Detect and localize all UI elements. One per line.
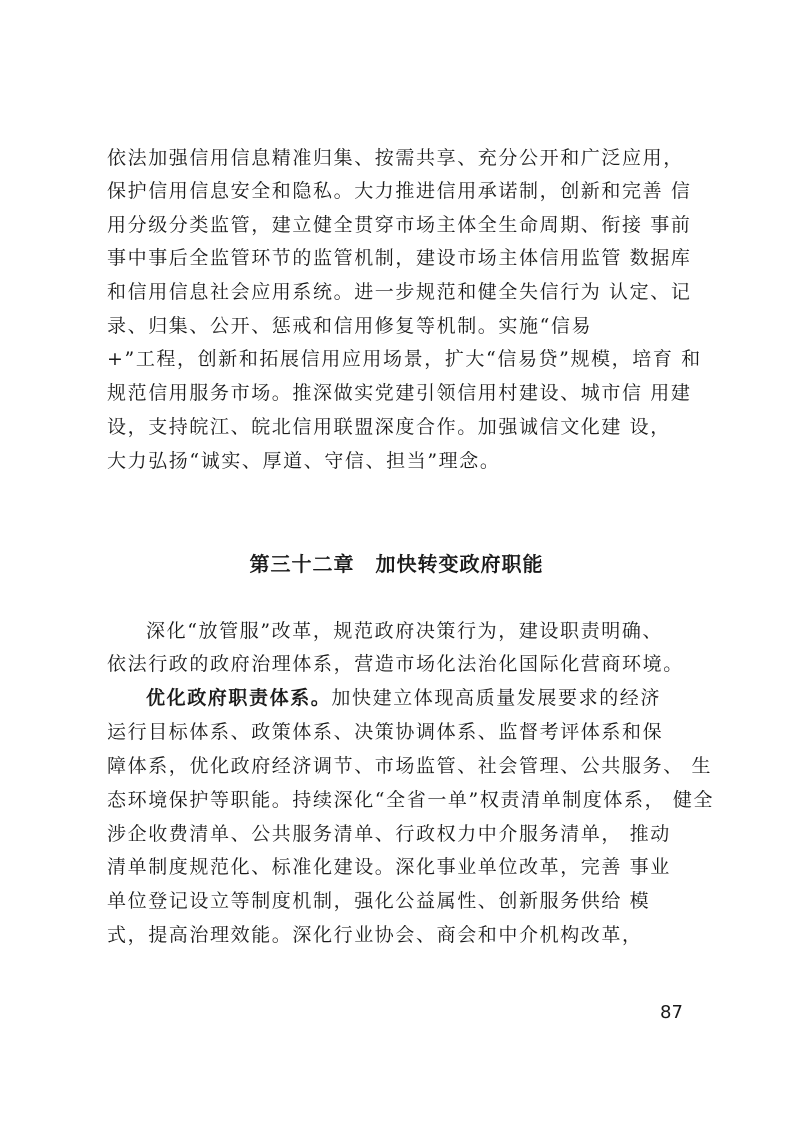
bold-lead-phrase: 优化政府职责体系。	[146, 687, 332, 709]
text-line: 依法行政的政府治理体系，营造市场化法治化国际化营商环境。	[107, 653, 684, 675]
text-line: 式，提高治理效能。深化行业协会、商会和中介机构改革，	[107, 924, 643, 946]
page-number: 87	[660, 1002, 683, 1023]
text-line: 用分级分类监管，建立健全贯穿市场主体全生命周期、衔接 事前	[107, 214, 692, 236]
text-line: 运行目标体系、政策体系、决策协调体系、监督考评体系和保	[107, 721, 664, 743]
text-line: 清单制度规范化、标准化建设。深化事业单位改革，完善 事业	[107, 856, 671, 878]
text-line: 深化“放管服”改革，规范政府决策行为，建设职责明确、	[146, 620, 664, 642]
text-line: 设，支持皖江、皖北信用联盟深度合作。加强诚信文化建 设，	[107, 416, 671, 438]
chapter-heading: 第三十二章 加快转变政府职能	[249, 552, 544, 576]
text-line: 障体系，优化政府经济调节、市场监管、社会管理、公共服务、 生	[107, 755, 713, 777]
text-line: 大力弘扬“诚实、厚道、守信、担当”理念。	[107, 450, 501, 472]
text-line: +”工程，创新和拓展信用应用场景，扩大“信易贷”规模，培育 和	[107, 348, 702, 370]
text-line: 事中事后全监管环节的监管机制，建设市场主体信用监管 数据库	[107, 247, 692, 269]
text-line: 单位登记设立等制度机制，强化公益属性、创新服务供给 模	[107, 890, 651, 912]
text-line: 依法加强信用信息精准归集、按需共享、充分公开和广泛应用，	[107, 147, 684, 169]
text-line: 态环境保护等职能。持续深化“全省一单”权责清单制度体系， 健全	[107, 789, 715, 811]
text-line: 录、归集、公开、惩戒和信用修复等机制。实施“信易	[107, 315, 593, 337]
text-span: 加快建立体现高质量发展要求的经济	[331, 687, 662, 709]
text-line: 规范信用服务市场。推深做实党建引领信用村建设、城市信 用建	[107, 382, 692, 404]
text-line: 保护信用信息安全和隐私。大力推进信用承诺制，创新和完善 信	[107, 180, 692, 202]
text-line	[146, 686, 746, 710]
text-line: 和信用信息社会应用系统。进一步规范和健全失信行为 认定、记	[107, 281, 692, 303]
text-line: 涉企收费清单、公共服务清单、行政权力中介服务清单， 推动	[107, 823, 671, 845]
